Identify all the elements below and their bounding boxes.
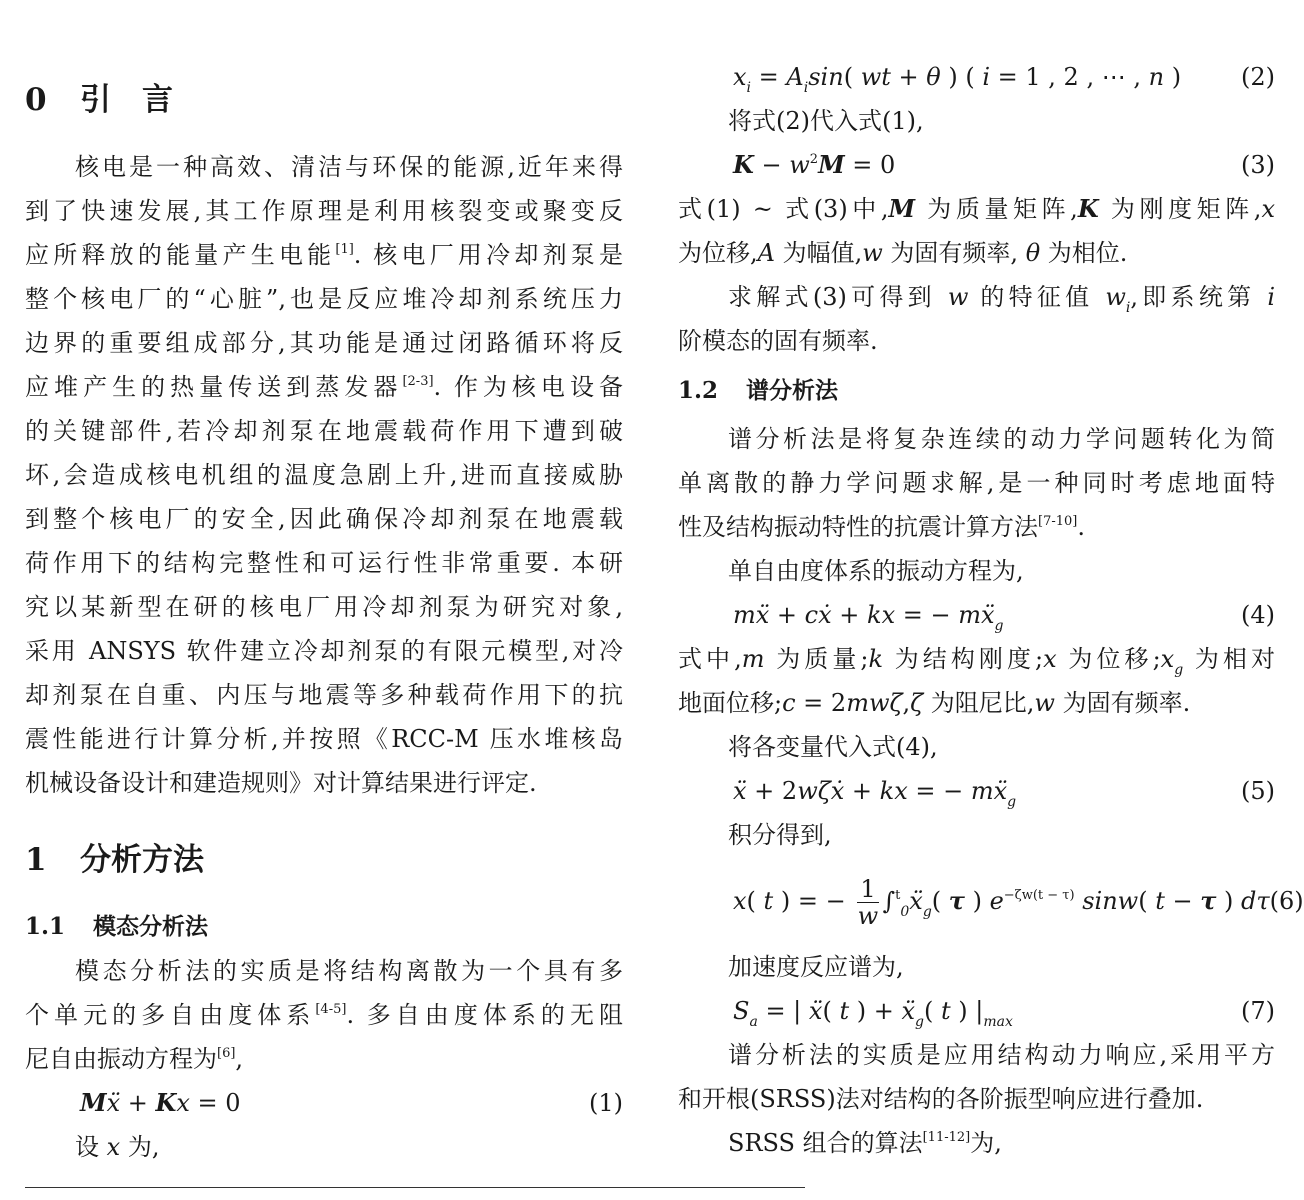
- equation-number: (4): [1241, 601, 1275, 629]
- text-line: [678, 1077, 1275, 1121]
- text-run: 将式(2)代入式(1),: [728, 107, 924, 135]
- math-symbol: ζ: [910, 689, 924, 717]
- section-number: 1.2: [678, 377, 719, 404]
- text-run: 单离散的静力学问题求解,是一种同时考虑地面特: [678, 469, 1275, 497]
- citation: [7-10]: [1038, 514, 1078, 529]
- equation-body: [733, 593, 1003, 637]
- paragraph: [678, 637, 1275, 725]
- text-line: [25, 949, 623, 993]
- text-run: = 2: [795, 689, 847, 717]
- text-run: SRSS 组合的算法: [728, 1129, 923, 1157]
- paragraph: [25, 145, 623, 805]
- text-line: [25, 277, 623, 321]
- subscript: max: [983, 1014, 1013, 1030]
- subscript: g: [994, 618, 1004, 634]
- text-run: 坏,会造成核电机组的温度急剧上升,进而直接威胁: [25, 461, 623, 489]
- equation-number: (1): [589, 1089, 623, 1117]
- math-symbol: sinw: [1082, 887, 1139, 915]
- text-line: [25, 365, 623, 409]
- text-run: (: [931, 887, 949, 915]
- text-run: 积分得到,: [728, 821, 832, 849]
- math-symbol: mẍ: [958, 601, 995, 629]
- text-run: = −: [895, 601, 959, 629]
- text-run: . 作为核电设备: [433, 373, 623, 401]
- equation-body: [80, 1081, 241, 1125]
- subscript: g: [915, 1014, 924, 1030]
- text-run: 为质量;: [764, 645, 869, 673]
- math-symbol: kx: [867, 601, 896, 629]
- math-symbol: k: [868, 645, 884, 673]
- text-line: [25, 453, 623, 497]
- text-run: +: [844, 777, 880, 805]
- paragraph: [678, 99, 1275, 143]
- text-run: (: [843, 63, 861, 91]
- math-symbol: c: [782, 689, 796, 717]
- text-run: ) = −: [773, 887, 854, 915]
- section-title: 模态分析法: [93, 913, 208, 940]
- citation: [1]: [335, 242, 354, 257]
- text-line: [25, 541, 623, 585]
- math-symbol: ẍ: [808, 997, 823, 1025]
- paragraph: [678, 187, 1275, 275]
- math-symbol: t: [1155, 887, 1165, 915]
- equation-number: (2): [1241, 63, 1275, 91]
- paragraph: [678, 725, 1275, 769]
- text-run: 式中,: [678, 645, 742, 673]
- subscript: g: [1174, 662, 1184, 678]
- math-symbol: A: [757, 239, 775, 267]
- text-run: ) (: [940, 63, 983, 91]
- right-column: [678, 55, 1304, 1165]
- equation-body: [733, 857, 1270, 945]
- paragraph: [678, 1033, 1275, 1121]
- subscript: g: [1007, 794, 1017, 810]
- text-run: = 1 , 2 , ⋯ ,: [990, 63, 1149, 91]
- math-symbol: t: [940, 997, 951, 1025]
- math-symbol: ẍ: [106, 1089, 121, 1117]
- text-run: ,: [235, 1045, 244, 1073]
- text-run: +: [831, 601, 868, 629]
- text-line: [25, 673, 623, 717]
- text-run: ) +: [849, 997, 902, 1025]
- text-line: [678, 1121, 1275, 1165]
- text-run: (: [822, 997, 840, 1025]
- equation-body: [733, 989, 1013, 1033]
- text-line: [678, 187, 1275, 231]
- math-symbol: x: [1261, 195, 1275, 223]
- subsection-heading: [25, 905, 623, 949]
- text-line: [678, 945, 1275, 989]
- math-symbol: x: [733, 887, 747, 915]
- math-symbol: x: [1160, 645, 1175, 673]
- math-symbol: K: [155, 1088, 177, 1117]
- text-line: [25, 993, 623, 1037]
- fraction-numerator: 1: [857, 876, 878, 903]
- math-symbol: sin: [808, 63, 844, 91]
- math-symbol: ẍ: [901, 997, 916, 1025]
- text-run: 为相位.: [1040, 239, 1128, 267]
- text-run: 为固有频率,: [882, 239, 1026, 267]
- text-run: 为固有频率.: [1054, 689, 1191, 717]
- text-run: 加速度反应谱为,: [728, 953, 904, 981]
- equation-body: [733, 769, 1016, 813]
- text-line: [25, 1125, 623, 1169]
- text-run: 求解式(3)可得到: [728, 283, 948, 311]
- subscript: 0: [900, 904, 910, 920]
- text-run: 到了快速发展,其工作原理是利用核裂变或聚变反: [25, 197, 623, 225]
- math-symbol: w: [1034, 689, 1055, 717]
- fraction-denominator: w: [857, 902, 879, 930]
- superscript: 2: [809, 152, 819, 167]
- math-symbol: e: [989, 887, 1004, 915]
- citation: [11-12]: [922, 1130, 971, 1145]
- equation: [678, 143, 1275, 187]
- math-symbol: K: [1077, 194, 1099, 223]
- text-line: [678, 231, 1275, 275]
- text-run: 尼自由振动方程为: [25, 1045, 217, 1073]
- text-run: 谱分析法是将复杂连续的动力学问题转化为简: [728, 425, 1275, 453]
- math-symbol: w: [947, 283, 969, 311]
- equation: [25, 1081, 623, 1125]
- text-run: 将各变量代入式(4),: [728, 733, 938, 761]
- text-run: 性及结构振动特性的抗震计算方法: [678, 513, 1038, 541]
- section-title: 引 言: [80, 82, 173, 118]
- section-title: 谱分析法: [746, 377, 838, 404]
- text-run: 为质量矩阵,: [915, 195, 1078, 223]
- section-number: 0: [25, 82, 47, 118]
- text-line: [678, 1033, 1275, 1077]
- math-symbol: x: [1043, 645, 1057, 673]
- text-run: 应堆产生的热量传送到蒸发器: [25, 373, 403, 401]
- citation: [2-3]: [402, 374, 434, 389]
- paragraph: [678, 549, 1275, 593]
- text-run: ): [1164, 63, 1182, 91]
- math-symbol: kx: [879, 777, 908, 805]
- math-symbol: ẍ: [733, 777, 747, 805]
- math-symbol: M: [80, 1088, 107, 1117]
- math-symbol: m: [741, 645, 765, 673]
- text-line: [678, 549, 1275, 593]
- math-symbol: x: [176, 1089, 190, 1117]
- math-symbol: dτ: [1241, 887, 1270, 915]
- text-run: (: [923, 997, 941, 1025]
- text-line: [25, 321, 623, 365]
- math-symbol: x: [733, 63, 747, 91]
- paragraph: [678, 813, 1275, 857]
- footnote-divider: [25, 1187, 805, 1188]
- left-column: [25, 78, 623, 1169]
- text-run: 为,: [120, 1133, 160, 1161]
- text-run: ∫: [882, 887, 896, 915]
- superscript: t: [895, 888, 901, 903]
- math-symbol: S: [733, 997, 750, 1025]
- text-run: ): [964, 887, 990, 915]
- text-run: 却剂泵在自重、内压与地震等多种载荷作用下的抗: [25, 681, 623, 709]
- math-symbol: mẍ: [970, 777, 1008, 805]
- equation: [678, 989, 1275, 1033]
- text-line: [25, 717, 623, 761]
- subscript: i: [803, 80, 809, 96]
- text-run: 为位移;: [1056, 645, 1161, 673]
- text-run: +: [120, 1089, 156, 1117]
- superscript: −ζw(t − τ): [1003, 888, 1075, 903]
- math-symbol: K: [733, 150, 754, 179]
- paragraph: [678, 945, 1275, 989]
- text-run: 为位移,: [678, 239, 758, 267]
- text-run: 为阻尼比,: [923, 689, 1035, 717]
- text-line: [25, 409, 623, 453]
- text-run: 模态分析法的实质是将结构离散为一个具有多: [75, 957, 623, 985]
- text-run: (: [746, 887, 764, 915]
- section-number: 1: [25, 842, 47, 878]
- text-run: 整个核电厂的“心脏”,也是反应堆冷却剂系统压力: [25, 285, 623, 313]
- math-symbol: wt: [860, 63, 891, 91]
- text-run: 的特征值: [968, 283, 1106, 311]
- math-symbol: M: [818, 150, 845, 179]
- equation: [678, 593, 1275, 637]
- text-run: + 2: [746, 777, 798, 805]
- text-run: 谱分析法的实质是应用结构动力响应,采用平方: [728, 1041, 1275, 1069]
- text-run: 为相对: [1183, 645, 1275, 673]
- text-line: [678, 505, 1275, 549]
- equation: [678, 769, 1275, 813]
- subscript: i: [746, 80, 752, 96]
- text-line: [25, 233, 623, 277]
- math-symbol: τ: [948, 886, 965, 915]
- text-run: 的关键部件,若冷却剂泵在地震载荷作用下遭到破: [25, 417, 623, 445]
- text-run: 和开根(SRSS)法对结构的各阶振型响应进行叠加.: [678, 1085, 1204, 1113]
- equation-number: (5): [1241, 777, 1275, 805]
- citation: [6]: [217, 1046, 236, 1061]
- math-symbol: t: [763, 887, 774, 915]
- text-run: ) |: [950, 997, 984, 1025]
- text-run: = −: [907, 777, 971, 805]
- subscript: i: [1125, 300, 1131, 316]
- text-run: 式(1) ~ 式(3)中,: [678, 195, 889, 223]
- text-run: =: [751, 63, 787, 91]
- text-line: [678, 99, 1275, 143]
- paragraph: [678, 1121, 1275, 1165]
- math-symbol: ẍ: [909, 887, 923, 915]
- math-symbol: mwζ: [846, 689, 903, 717]
- text-run: = 0: [189, 1089, 241, 1117]
- section-number: 1.1: [25, 913, 66, 940]
- text-run: 应所释放的能量产生电能: [25, 241, 336, 269]
- paragraph: [25, 1125, 623, 1169]
- text-run: = |: [757, 997, 809, 1025]
- equation: [678, 857, 1304, 945]
- text-run: ): [1216, 887, 1242, 915]
- text-line: [678, 637, 1275, 681]
- text-run: 机械设备设计和建造规则》对计算结果进行评定.: [25, 769, 537, 797]
- text-run: +: [769, 601, 805, 629]
- section-heading: [25, 838, 623, 882]
- math-symbol: θ: [1025, 239, 1041, 267]
- text-run: −: [1164, 887, 1201, 915]
- text-line: [678, 417, 1275, 461]
- text-run: . 核电厂用冷却剂泵是: [353, 241, 623, 269]
- math-symbol: t: [839, 997, 850, 1025]
- math-symbol: n: [1148, 63, 1165, 91]
- text-line: [25, 761, 623, 805]
- subscript: a: [749, 1014, 758, 1030]
- text-run: 地面位移;: [678, 689, 783, 717]
- paragraph: [678, 417, 1275, 549]
- text-run: 单自由度体系的振动方程为,: [728, 557, 1024, 585]
- math-symbol: x: [106, 1133, 121, 1161]
- text-run: . 多自由度体系的无阻: [346, 1001, 624, 1029]
- math-symbol: i: [1267, 283, 1275, 311]
- math-symbol: cẋ: [804, 601, 832, 629]
- text-run: 个单元的多自由度体系: [25, 1001, 316, 1029]
- text-run: +: [890, 63, 927, 91]
- text-run: 为刚度矩阵,: [1098, 195, 1262, 223]
- equation-number: (6): [1269, 887, 1304, 915]
- math-symbol: M: [888, 194, 916, 223]
- subsection-heading: [678, 369, 1275, 413]
- citation: [4-5]: [315, 1002, 347, 1017]
- text-line: [678, 813, 1275, 857]
- text-run: 荷作用下的结构完整性和可运行性非常重要. 本研: [25, 549, 623, 577]
- text-line: [25, 189, 623, 233]
- math-symbol: w: [1105, 283, 1126, 311]
- math-symbol: i: [982, 63, 991, 91]
- paragraph: [678, 275, 1275, 363]
- subscript: g: [922, 904, 932, 920]
- fraction: [857, 876, 878, 929]
- math-symbol: A: [786, 63, 804, 91]
- text-run: 为幅值,: [774, 239, 863, 267]
- text-line: [678, 725, 1275, 769]
- math-symbol: w: [789, 151, 810, 179]
- math-symbol: mẍ: [733, 601, 770, 629]
- equation-body: [733, 143, 895, 187]
- math-symbol: τ: [1200, 886, 1217, 915]
- text-run: 采用 ANSYS 软件建立冷却剂泵的有限元模型,对冷: [25, 637, 623, 665]
- text-run: 阶模态的固有频率.: [678, 327, 878, 355]
- equation: [678, 55, 1275, 99]
- text-line: [25, 1037, 623, 1081]
- equation-number: (3): [1241, 151, 1275, 179]
- math-symbol: w: [862, 239, 883, 267]
- text-run: 究以某新型在研的核电厂用冷却剂泵为研究对象,: [25, 593, 623, 621]
- text-line: [678, 681, 1275, 725]
- text-run: 到整个核电厂的安全,因此确保冷却剂泵在地震载: [25, 505, 623, 533]
- text-run: (: [1138, 887, 1156, 915]
- text-run: 核电是一种高效、清洁与环保的能源,近年来得: [75, 153, 623, 181]
- equation-body: [733, 55, 1181, 99]
- text-run: ,: [902, 689, 911, 717]
- text-line: [25, 497, 623, 541]
- text-line: [25, 585, 623, 629]
- text-run: 边界的重要组成部分,其功能是通过闭路循环将反: [25, 329, 623, 357]
- text-run: 为,: [970, 1129, 1002, 1157]
- paragraph: [25, 949, 623, 1081]
- math-symbol: wζẋ: [797, 777, 845, 805]
- text-line: [678, 275, 1275, 319]
- text-run: 震性能进行计算分析,并按照《RCC-M 压水堆核岛: [25, 725, 623, 753]
- text-line: [678, 319, 1275, 363]
- section-title: 分析方法: [80, 842, 204, 878]
- section-heading: [25, 78, 623, 122]
- equation-number: (7): [1241, 997, 1275, 1025]
- text-run: −: [753, 151, 790, 179]
- text-line: [25, 629, 623, 673]
- text-line: [25, 145, 623, 189]
- text-run: 设: [75, 1133, 107, 1161]
- text-run: ,即系统第: [1130, 283, 1268, 311]
- text-run: = 0: [844, 151, 896, 179]
- math-symbol: θ: [926, 63, 941, 91]
- text-run: .: [1077, 513, 1085, 541]
- text-line: [678, 461, 1275, 505]
- text-run: 为结构刚度;: [883, 645, 1044, 673]
